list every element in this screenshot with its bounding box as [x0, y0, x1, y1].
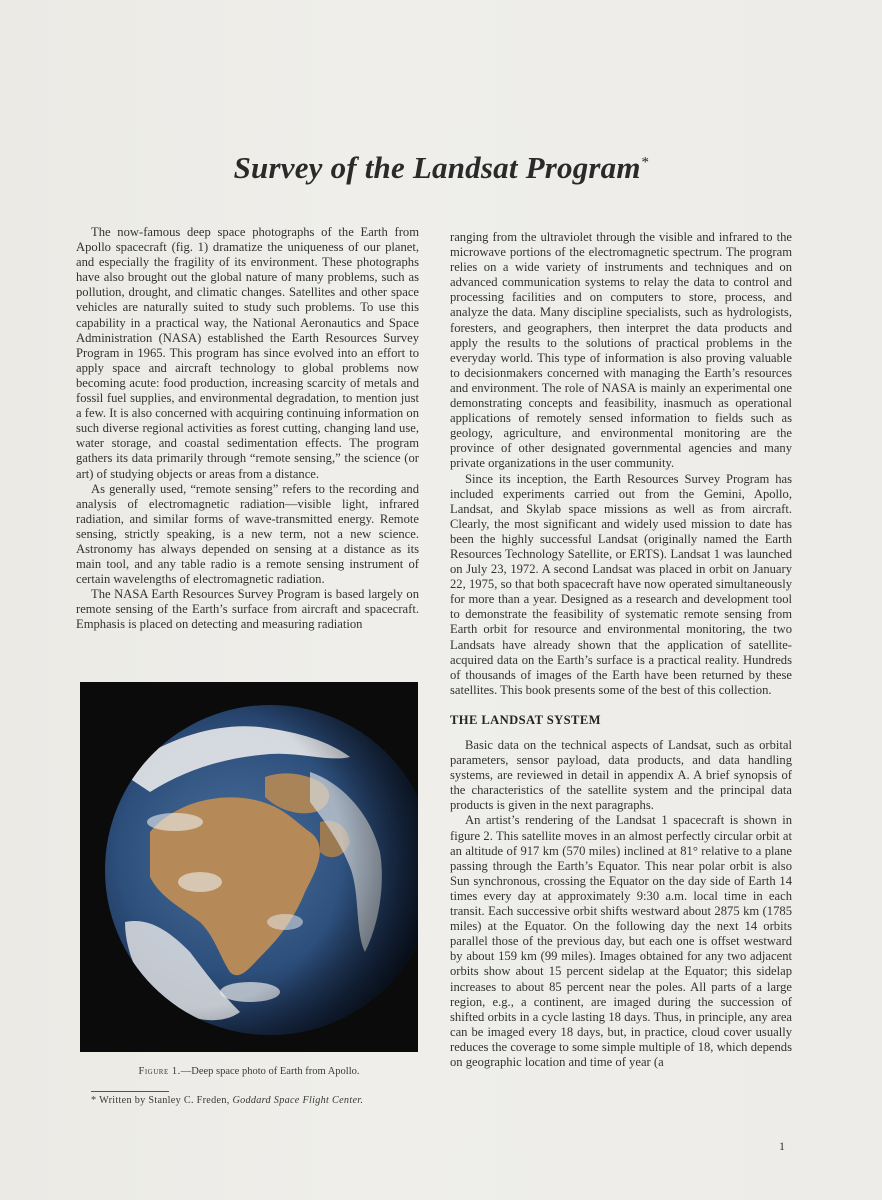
body-paragraph: The now-famous deep space photographs of the Earth from Apollo spacecraft (fig. 1) dramatize the uniqueness of our planet, and especially the fragility of its environment. These photographs have also brought out the global nature of many problems, such as pollution, drought, and climatic changes. Satellites and other space vehicles are naturally suited to study such problems. To use this capability in a practical way, the National Aeronautics and Space Administration (NASA) established the Earth Resources Survey Program in 1965. This program has since evolved into an effort to apply space and aircraft technology to global problems now becoming acute: food production, increasing scarcity of metals and fossil fuel supplies, and environmental degradation, to mention just a few. It is also concerned with acquiring continuing information on such diverse regional activities as forest cutting, changing land use, water storage, and coastal sedimentation effects. The program gathers its data primarily through “remote sensing,” the science (or art) of studying objects or areas from a distance.: [76, 225, 419, 481]
title-text: Survey of the Landsat Program: [233, 150, 641, 185]
earth-globe-image: [80, 682, 418, 1052]
footnote-text: Written by Stanley C. Freden,: [96, 1095, 233, 1106]
figure-caption-text: —Deep space photo of Earth from Apollo.: [180, 1066, 360, 1077]
section-heading: THE LANDSAT SYSTEM: [450, 712, 601, 727]
figure-label: Figure 1.: [138, 1066, 181, 1077]
right-column: [450, 230, 792, 1070]
body-paragraph: As generally used, “remote sensing” refers to the recording and analysis of electromagnetic radiation—visible light, infrared radiation, and similar forms of wave-transmitted energy. Remote sensing, strictly speaking, is a new term, not a new science. Astronomy has always depended on sensing at a distance as its main tool, and any table radio is a remote sensing instrument of certain wavelengths of electromagnetic radiation.: [76, 481, 419, 587]
footnote: [91, 1095, 421, 1106]
page-title: [0, 150, 882, 186]
figure-caption: [80, 1066, 418, 1077]
title-footnote-mark: *: [640, 154, 649, 171]
body-paragraph-continued: ranging from the ultraviolet through the visible and infrared to the microwave portions of the electromagnetic spectrum. The program relies on a wide variety of instruments and techniques and on advanced communication systems to relay the data to control and processing facilities and on computers to store, process, and analyze the data. Many discipline specialists, such as hydrologists, foresters, and geographers, then interpret the data products and apply the results to the solutions of practical problems in the everyday world. This type of information is also proving valuable to decisionmakers concerned with managing the Earth’s resources and environment. The role of NASA is mainly an experimental one demonstrating concepts and feasibility, inasmuch as operational applications of remotely sensed information to fields such as geology, agriculture, and environmental monitoring are the province of other designated governmental agencies and many private organizations in the user community.: [450, 230, 792, 471]
footnote-affiliation: Goddard Space Flight Center.: [232, 1095, 364, 1106]
footnote-divider: [91, 1091, 169, 1092]
left-column: [76, 225, 419, 633]
body-paragraph: Basic data on the technical aspects of Landsat, such as orbital parameters, sensor payload, data products, and data handling systems, are reviewed in detail in appendix A. A brief synopsis of the characteristics of the satellite system and the principal data products is given in the next paragraphs.: [450, 738, 792, 813]
body-paragraph: An artist’s rendering of the Landsat 1 spacecraft is shown in figure 2. This satellite moves in an almost perfectly circular orbit at an altitude of 917 km (570 miles) inclined at 81° relative to a plane passing through the Earth’s Equator. This near polar orbit is also Sun synchronous, crossing the Equator on the day side of Earth 14 times every day at approximately 9:30 a.m. local time in each transit. Each successive orbit shifts westward about 2875 km (1785 miles) at the Equator. On the following day the next 14 orbits parallel those of the previous day, but each one is offset westward by about 159 km (99 miles). Images obtained for any two adjacent orbits show about 15 percent sidelap at the Equator; this sidelap increases to about 85 percent near the poles. All parts of a large region, e.g., a continent, are imaged during the succession of shifted orbits in a cycle lasting 18 days. Thus, in principle, any area can be imaged every 18 days, but, in practice, cloud cover usually reduces the coverage to some simple multiple of 18, which depends on geographic location and time of year (a: [450, 813, 792, 1069]
page-number: 1: [779, 1139, 785, 1153]
body-paragraph: The NASA Earth Resources Survey Program is based largely on remote sensing of the Earth’s surface from aircraft and spacecraft. Emphasis is placed on detecting and measuring radiation: [76, 587, 419, 632]
body-paragraph: Since its inception, the Earth Resources Survey Program has included experiments carried out from the Gemini, Apollo, Landsat, and Skylab space missions as well as from aircraft. Clearly, the most significant and widely used mission to date has been the highly successful Landsat (originally named the Earth Resources Technology Satellite, or ERTS). Landsat 1 was launched on July 23, 1972. A second Landsat was placed in orbit on January 22, 1975, so that both spacecraft have now operated simultaneously for more than a year. Designed as a research and development tool to demonstrate the feasibility of systematic remote sensing from Earth orbit for resource and environmental monitoring, the two Landsats have already shown that the application of satellite-acquired data on the Earth’s surface is a practical reality. Hundreds of thousands of images of the Earth have been returned by these satellites. This book presents some of the best of this collection.: [450, 471, 792, 697]
earth-photo: [80, 682, 418, 1052]
footnote-mark: *: [91, 1095, 97, 1106]
